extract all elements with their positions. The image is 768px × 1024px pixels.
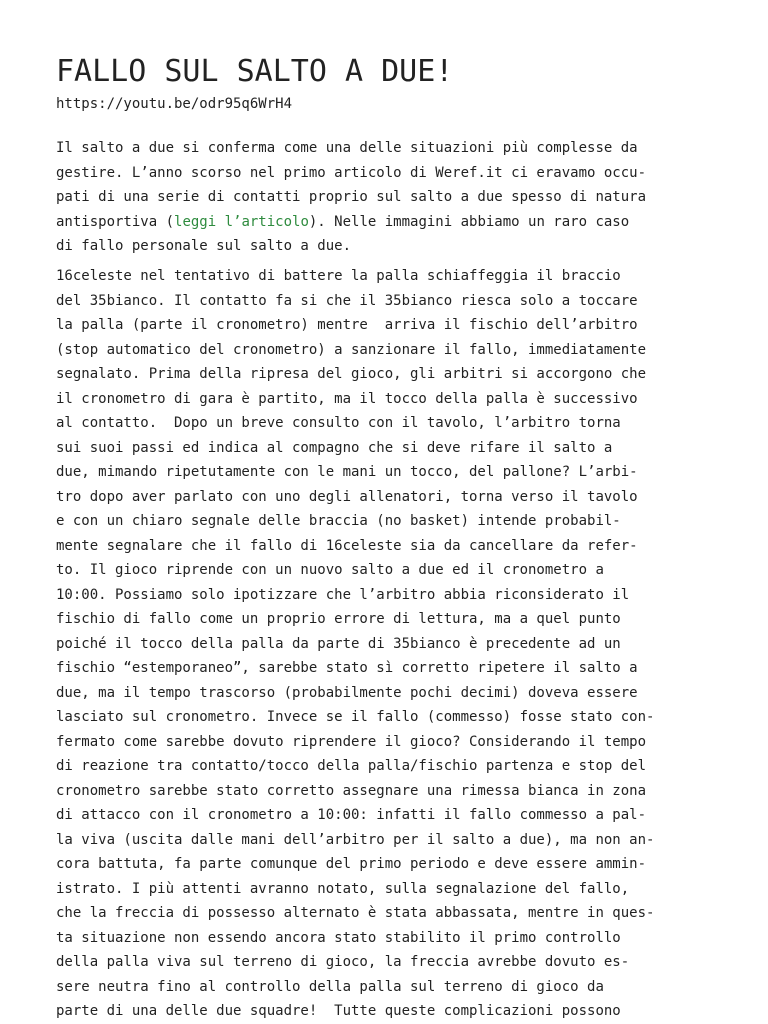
body-line: cora battuta, fa parte comunque del primo periodo e deve essere ammin-	[56, 856, 647, 872]
body-line: sere neutra fino al controllo della palla sul terreno di gioco da	[56, 978, 604, 995]
intro-line: pati di una serie di contatti proprio sul salto a due spesso di natura	[56, 189, 647, 205]
body-line: istrato. I più attenti avranno notato, sulla segnalazione del fallo,	[56, 880, 630, 897]
body-line: ta situazione non essendo ancora stato stabilito il primo controllo	[56, 929, 621, 946]
body-line: 16celeste nel tentativo di battere la palla schiaffeggia il braccio	[56, 268, 621, 284]
body-paragraph	[56, 264, 654, 1024]
body-line: al contatto. Dopo un breve consulto con il tavolo, l’arbitro torna	[56, 415, 621, 431]
body-line: (stop automatico del cronometro) a sanzionare il fallo, immediatamente	[56, 341, 647, 358]
article-title: FALLO SUL SALTO A DUE!	[56, 54, 454, 89]
body-line: lasciato sul cronometro. Invece se il fallo (commesso) fosse stato con-	[56, 709, 655, 725]
body-line: che la freccia di possesso alternato è stata abbassata, mentre in ques-	[56, 905, 655, 921]
video-url[interactable]: https://youtu.be/odr95q6WrH4	[56, 96, 293, 112]
body-line: la palla (parte il cronometro) mentre arriva il fischio dell’arbitro	[56, 317, 638, 333]
body-line: della palla viva sul terreno di gioco, la freccia avrebbe dovuto es-	[56, 954, 630, 970]
body-line: di reazione tra contatto/tocco della palla/fischio partenza e stop del	[56, 758, 647, 774]
intro-line: di fallo personale sul salto a due.	[56, 238, 352, 254]
body-line: la viva (uscita dalle mani dell’arbitro per il salto a due), ma non an-	[56, 831, 655, 848]
body-line: fermato come sarebbe dovuto riprendere il gioco? Considerando il tempo	[56, 733, 647, 750]
body-line: poiché il tocco della palla da parte di 35bianco è precedente ad un	[56, 635, 621, 652]
body-line: tro dopo aver parlato con uno degli allenatori, torna verso il tavolo	[56, 488, 638, 505]
body-line: to. Il gioco riprende con un nuovo salto a due ed il cronometro a	[56, 562, 604, 578]
body-line: due, mimando ripetutamente con le mani un tocco, del pallone? L’arbi-	[56, 464, 638, 480]
body-line: segnalato. Prima della ripresa del gioco, gli arbitri si accorgono che	[56, 366, 647, 382]
intro-line-with-link	[56, 210, 646, 235]
body-line: sui suoi passi ed indica al compagno che si deve rifare il salto a	[56, 439, 613, 456]
body-line: due, ma il tempo trascorso (probabilmente pochi decimi) doveva essere	[56, 684, 638, 701]
body-line: mente segnalare che il fallo di 16celeste sia da cancellare da refer-	[56, 537, 638, 554]
body-line: il cronometro di gara è partito, ma il tocco della palla è successivo	[56, 390, 638, 407]
body-line: e con un chiaro segnale delle braccia (no basket) intende probabil-	[56, 513, 621, 529]
intro-text-before-link: antisportiva (	[56, 213, 175, 230]
intro-line: gestire. L’anno scorso nel primo articolo di Weref.it ci eravamo occu-	[56, 164, 647, 181]
intro-line: Il salto a due si conferma come una delle situazioni più complesse da	[56, 140, 638, 156]
body-line: fischio di fallo come un proprio errore di lettura, ma a quel punto	[56, 611, 621, 627]
body-line: del 35bianco. Il contatto fa si che il 35bianco riesca solo a toccare	[56, 292, 638, 309]
intro-paragraph	[56, 136, 646, 259]
body-line: fischio “estemporaneo”, sarebbe stato sì corretto ripetere il salto a	[56, 660, 638, 676]
body-line: 10:00. Possiamo solo ipotizzare che l’arbitro abbia riconsiderato il	[56, 586, 630, 603]
body-line: di attacco con il cronometro a 10:00: infatti il fallo commesso a pal-	[56, 807, 647, 823]
body-line: cronometro sarebbe stato corretto assegnare una rimessa bianca in zona	[56, 782, 647, 799]
body-line: parte di una delle due squadre! Tutte queste complicazioni possono	[56, 1003, 621, 1019]
read-article-link[interactable]: leggi l’articolo	[174, 213, 309, 230]
article	[56, 52, 716, 1019]
intro-text-after-link: ). Nelle immagini abbiamo un raro caso	[308, 213, 630, 230]
